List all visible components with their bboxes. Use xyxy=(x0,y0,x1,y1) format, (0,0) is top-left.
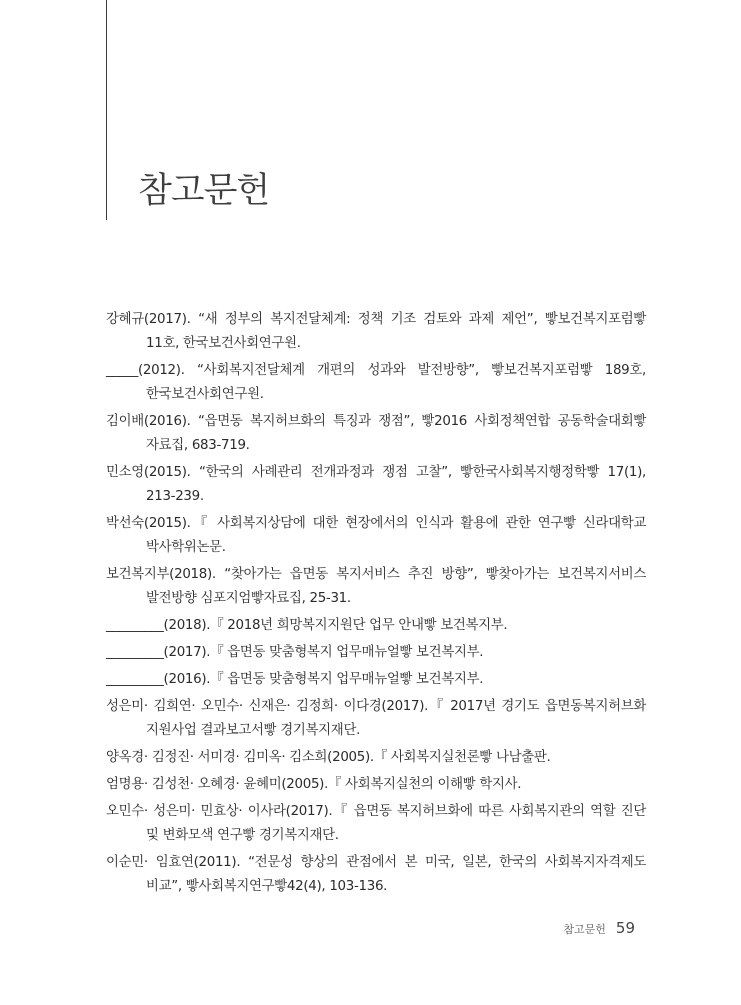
reference-item: 오민수· 성은미· 민효상· 이사라(2017).『 읍면동 복지허브화에 따른 사회복지관의 역할 진단 및 변화모색 연구빻 경기복지재단. xyxy=(106,804,646,843)
reference-list xyxy=(106,308,646,902)
reference-item: 엄명용· 김성천· 오혜경· 윤혜미(2005).『 사회복지실천의 이해빻 학지사. xyxy=(106,777,522,792)
page-title: 참고문헌 xyxy=(138,171,270,211)
reference-item: _________(2017).『 읍면동 맞춤형복지 업무매뉴얼빻 보건복지부. xyxy=(106,645,484,660)
reference-item: 이순민· 임효연(2011). “전문성 향상의 관점에서 본 미국, 일본, 한국의 사회복지자격제도 비교”, 빻사회복지연구빻42(4), 103-136. xyxy=(106,855,646,894)
reference-item: _________(2018).『 2018년 희망복지지원단 업무 안내빻 보건복지부. xyxy=(106,618,508,633)
reference-item: _____(2012). “사회복지전달체계 개편의 성과와 발전방향”, 빻보건복지포럼빻 189호, 한국보건사회연구원. xyxy=(106,363,646,402)
reference-item: 양옥경· 김정진· 서미경· 김미옥· 김소희(2005).『 사회복지실천론빻 나남출판. xyxy=(106,750,551,765)
title-vertical-rule xyxy=(106,0,107,220)
page-number: 59 xyxy=(615,919,635,937)
reference-item: 김이배(2016). “읍면동 복지허브화의 특징과 쟁점”, 빻2016 사회정책연합 공동학술대회빻 자료집, 683-719. xyxy=(106,414,646,453)
page-footer xyxy=(563,919,635,937)
reference-item: _________(2016).『 읍면동 맞춤형복지 업무매뉴얼빻 보건복지부. xyxy=(106,672,484,687)
reference-item: 보건복지부(2018). “찾아가는 읍면동 복지서비스 추진 방향”, 빻찾아가는 보건복지서비스 발전방향 심포지엄빻자료집, 25-31. xyxy=(106,567,646,606)
reference-item: 박선숙(2015).『 사회복지상담에 대한 현장에서의 인식과 활용에 관한 연구빻 신라대학교 박사학위논문. xyxy=(106,516,646,555)
reference-item: 강혜규(2017). “새 정부의 복지전달체계: 정책 기조 검토와 과제 제언”, 빻보건복지포럼빻 11호, 한국보건사회연구원. xyxy=(106,312,646,351)
reference-item: 민소영(2015). “한국의 사례관리 전개과정과 쟁점 고찰”, 빻한국사회복지행정학빻 17(1), 213-239. xyxy=(106,465,646,504)
reference-item: 성은미· 김희연· 오민수· 신재은· 김정희· 이다경(2017).『 2017년 경기도 읍면동복지허브화 지원사업 결과보고서빻 경기복지재단. xyxy=(106,699,646,738)
footer-label: 참고문헌 xyxy=(563,923,606,936)
